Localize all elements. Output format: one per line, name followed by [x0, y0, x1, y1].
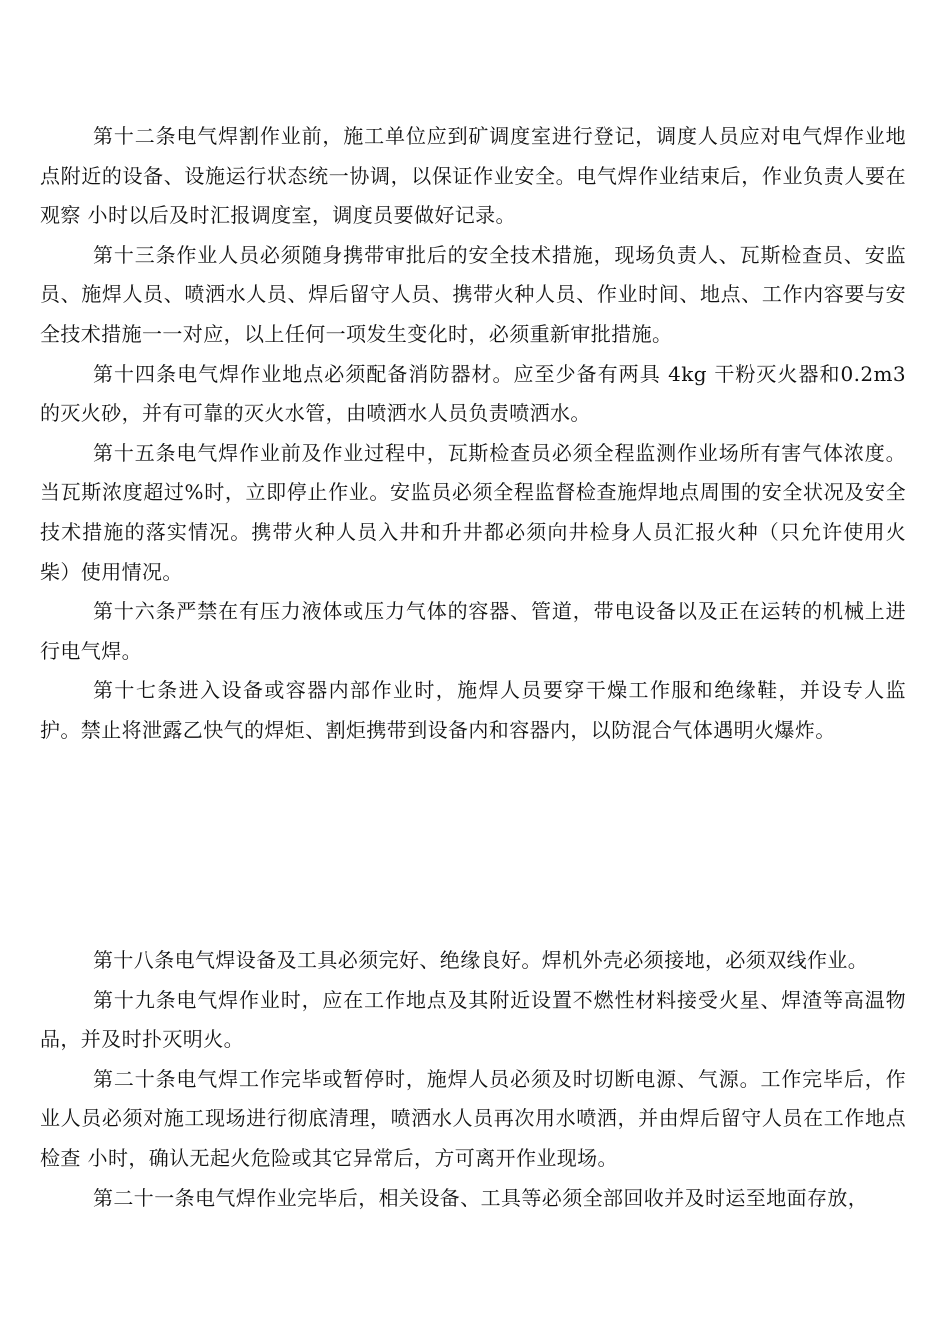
article-13-paragraph: 第十三条作业人员必须随身携带审批后的安全技术措施，现场负责人、瓦斯检查员、安监员、施焊人员、喷洒水人员、焊后留守人员、携带火种人员、作业时间、地点、工作内容要与安全技术措施一一对应，以上任何一项发生变化时，必须重新审批措施。: [40, 242, 906, 346]
regulations-section-upper: [40, 117, 906, 751]
article-12-paragraph: 第十二条电气焊割作业前，施工单位应到矿调度室进行登记，调度人员应对电气焊作业地点附近的设备、设施运行状态统一协调，以保证作业安全。电气焊作业结束后，作业负责人要在观察 小时以后及时汇报调度室，调度员要做好记录。: [40, 124, 906, 228]
article-17-paragraph: 第十七条进入设备或容器内部作业时，施焊人员要穿干燥工作服和绝缘鞋，并设专人监护。禁止将泄露乙快气的焊炬、割炬携带到设备内和容器内，以防混合气体遇明火爆炸。: [40, 678, 906, 742]
article-20-paragraph: 第二十条电气焊工作完毕或暂停时，施焊人员必须及时切断电源、气源。工作完毕后，作业人员必须对施工现场进行彻底清理，喷洒水人员再次用水喷洒，并由焊后留守人员在工作地点检查 小时，确认无起火危险或其它异常后，方可离开作业现场。: [40, 1066, 906, 1170]
regulations-section-lower: [40, 941, 906, 1218]
article-14-paragraph: 第十四条电气焊作业地点必须配备消防器材。应至少备有两具 4kg 干粉灭火器和0.2m3 的灭火砂，并有可靠的灭火水管，由喷洒水人员负责喷洒水。: [40, 361, 906, 426]
article-21-paragraph: 第二十一条电气焊作业完毕后，相关设备、工具等必须全部回收并及时运至地面存放，: [93, 1185, 869, 1210]
article-18-paragraph: 第十八条电气焊设备及工具必须完好、绝缘良好。焊机外壳必须接地，必须双线作业。: [93, 948, 869, 972]
article-19-paragraph: 第十九条电气焊作业时，应在工作地点及其附近设置不燃性材料接受火星、焊渣等高温物品，并及时扑灭明火。: [40, 987, 906, 1052]
article-15-paragraph: 第十五条电气焊作业前及作业过程中，瓦斯检查员必须全程监测作业场所有害气体浓度。当瓦斯浓度超过%时，立即停止作业。安监员必须全程监督检查施焊地点周围的安全状况及安全技术措施的落实情况。携带火种人员入井和升井都必须向井检身人员汇报火种（只允许使用火柴）使用情况。: [40, 440, 906, 584]
article-16-paragraph: 第十六条严禁在有压力液体或压力气体的容器、管道，带电设备以及正在运转的机械上进行电气焊。: [40, 599, 906, 663]
